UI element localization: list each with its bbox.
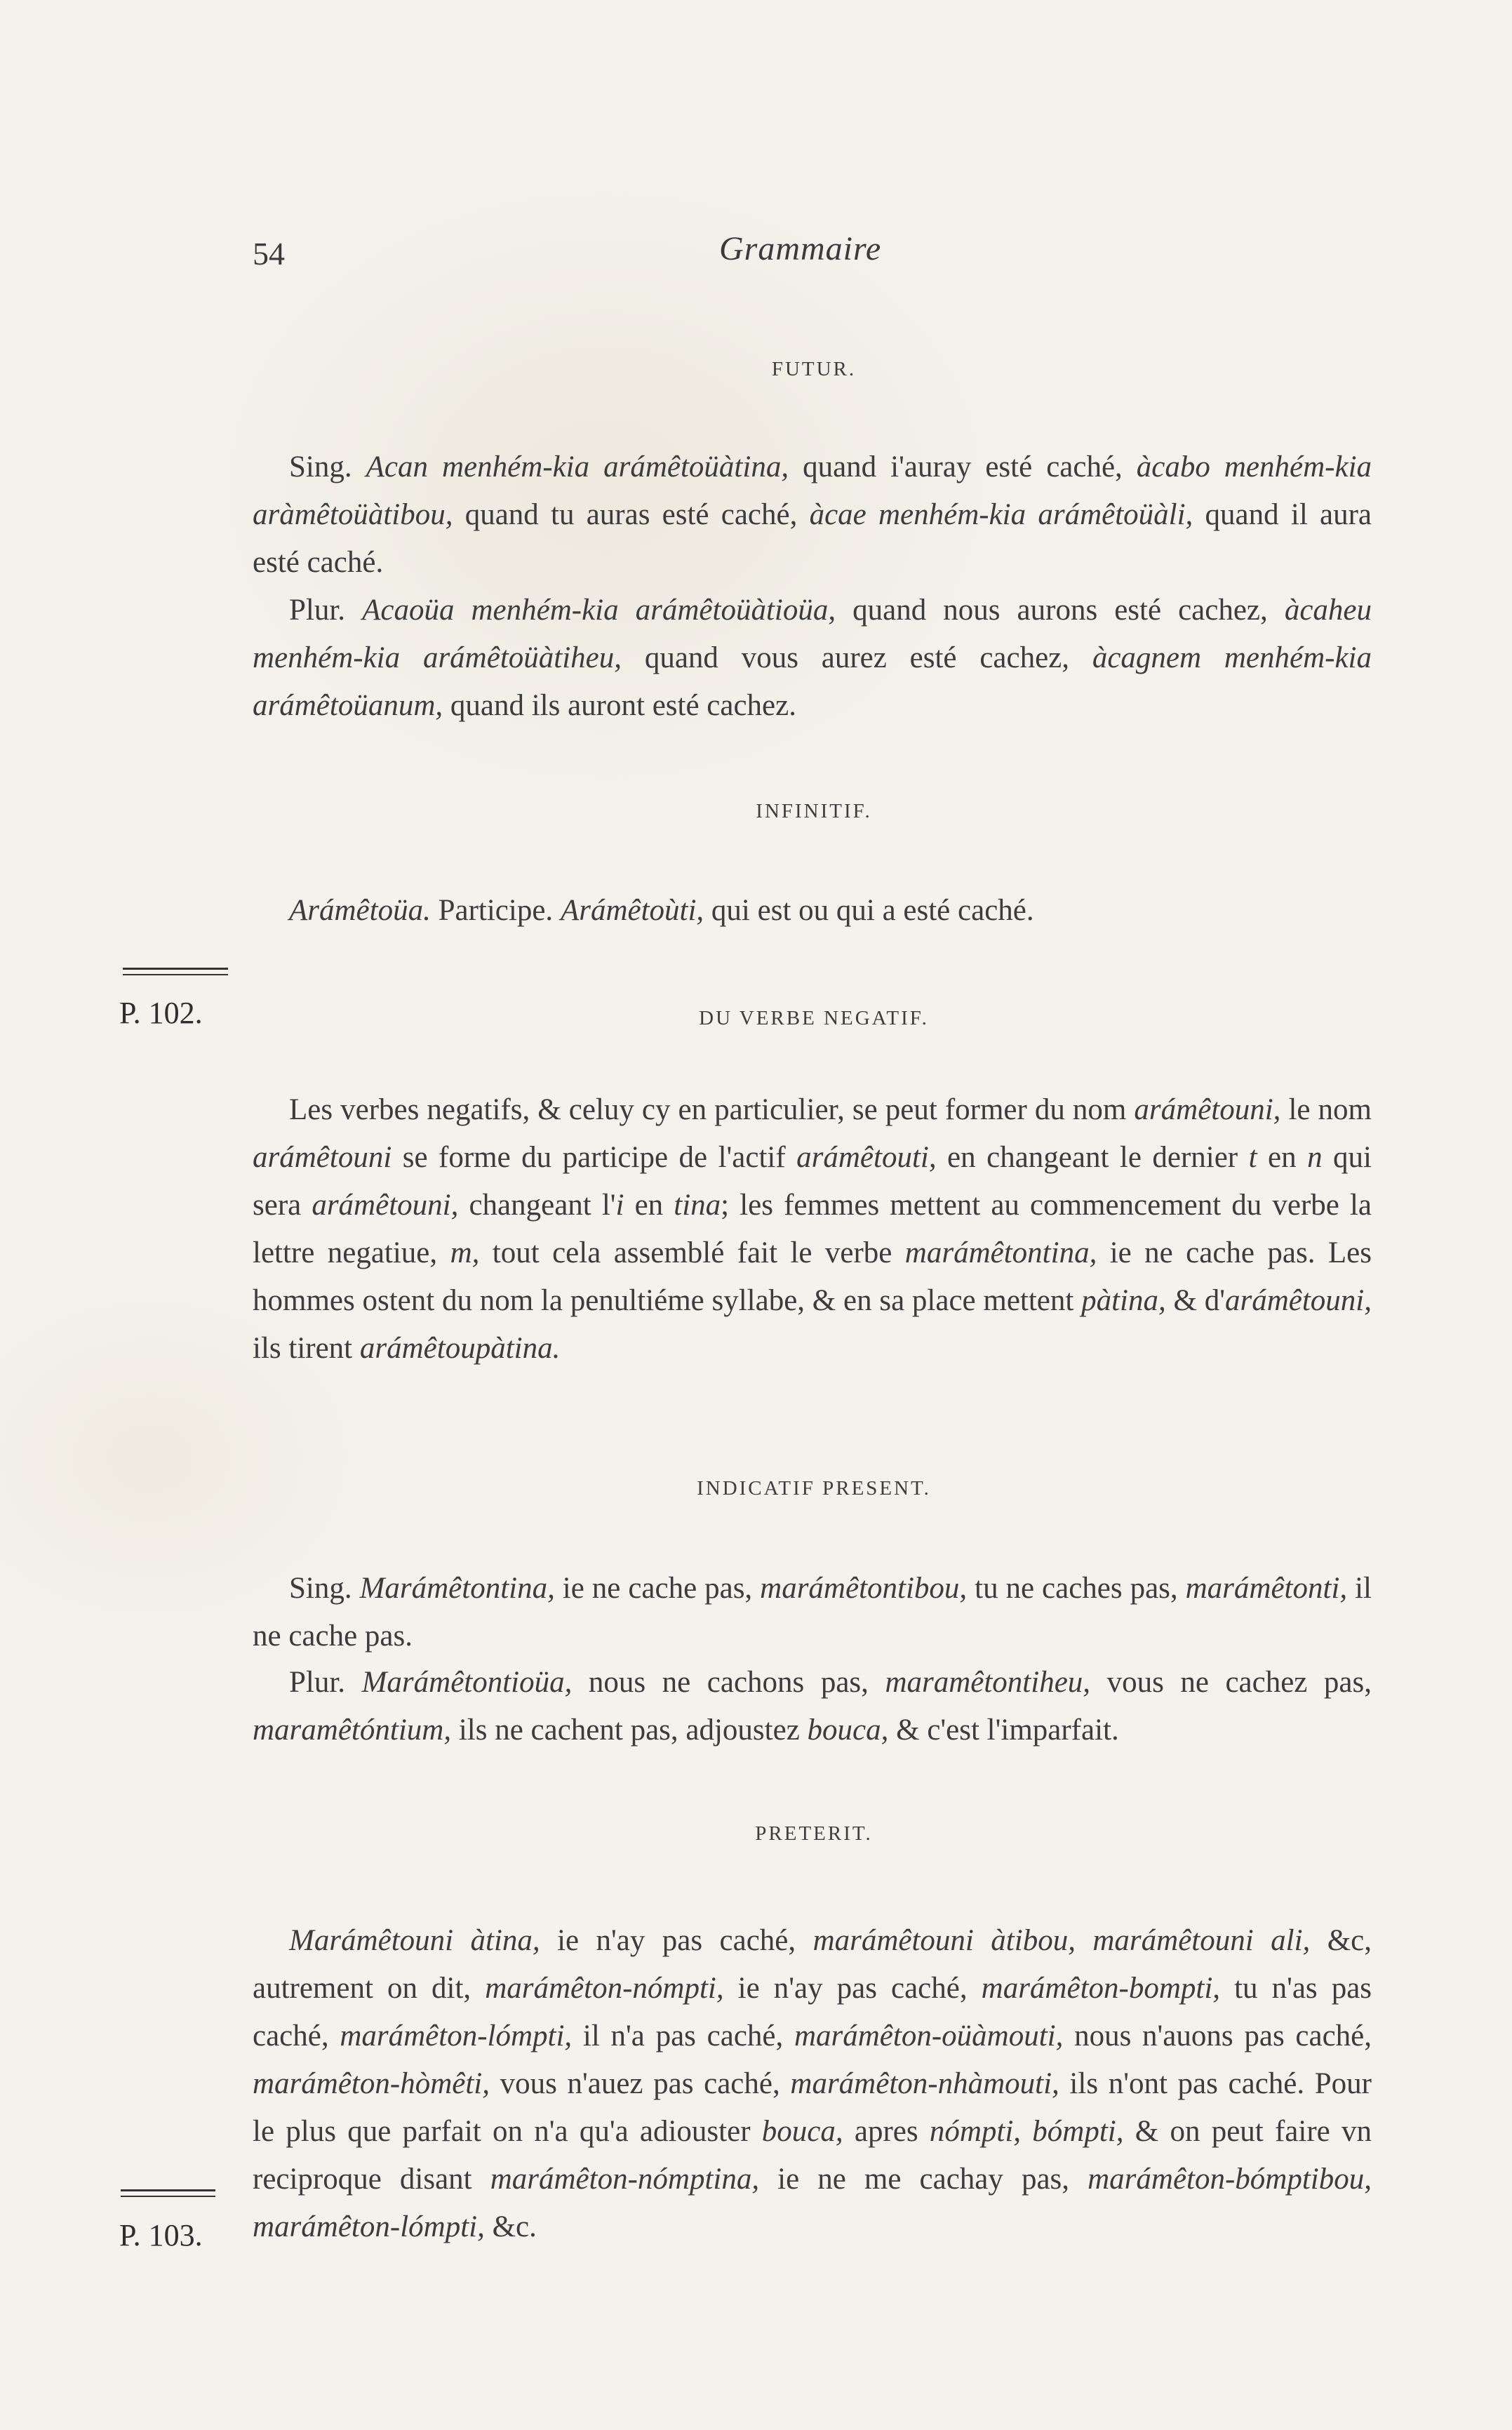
- text-run: nous n'auons pas caché,: [1063, 2020, 1372, 2052]
- italic-term: àcagnem menhém-kia arámêtoüanum,: [253, 641, 1372, 722]
- italic-term: marámêton-oüàmouti,: [794, 2020, 1064, 2052]
- text-run: se forme du participe de l'actif: [392, 1141, 797, 1174]
- italic-term: marámêtontina,: [904, 1236, 1097, 1269]
- text-run: il n'a pas caché,: [572, 2020, 794, 2052]
- italic-term: àcabo menhém-kia aràmêtoüàtibou,: [253, 450, 1372, 531]
- italic-term: Arámêtoüa.: [289, 894, 431, 927]
- italic-term: marámêton-nhàmouti,: [790, 2067, 1059, 2100]
- italic-term: marámêtontibou,: [760, 1572, 968, 1605]
- text-run: ils ne cachent pas, adjoustez: [451, 1714, 808, 1747]
- text-run: Plur.: [289, 594, 363, 627]
- italic-term: marámêton-lómpti,: [340, 2020, 573, 2052]
- text-run: & d': [1165, 1284, 1225, 1317]
- text-run: quand i'auray esté caché,: [789, 450, 1137, 483]
- italic-term: Marámêtontioüa,: [361, 1666, 573, 1699]
- italic-term: Arámêtoùti,: [560, 894, 704, 927]
- section-title-infinitif: INFINITIF.: [756, 800, 872, 822]
- text-run: Plur.: [289, 1666, 362, 1699]
- text-run: en changeant le dernier: [936, 1141, 1249, 1174]
- text-run: vous ne cachez pas,: [1090, 1666, 1372, 1699]
- running-head: Grammaire: [719, 230, 882, 267]
- text-run: en: [1257, 1141, 1308, 1174]
- margin-page-ref: P. 102.: [119, 996, 203, 1030]
- italic-term: marámêton-hòmêti,: [253, 2067, 490, 2100]
- italic-term: m,: [450, 1236, 480, 1269]
- page-header: [253, 230, 1375, 291]
- text-run: ie n'ay pas caché,: [723, 1972, 982, 2005]
- text-run: quand ils auront esté cachez.: [443, 689, 796, 722]
- italic-term: Acaoüa menhém-kia arámêtoüàtioüa,: [362, 594, 836, 627]
- italic-term: arámêtouni,: [1134, 1093, 1281, 1126]
- futur-plural-paragraph: [253, 587, 1372, 730]
- italic-term: arámêtouni,: [312, 1189, 459, 1222]
- text-run: &c, autrement on dit,: [253, 1924, 1372, 2005]
- italic-term: nómpti, bómpti,: [929, 2115, 1124, 2148]
- text-run: &c.: [484, 2210, 537, 2243]
- italic-term: marámêton-bómptibou, marámêton-lómpti,: [253, 2163, 1372, 2243]
- italic-term: Marámêtontina,: [359, 1572, 555, 1605]
- italic-term: tina: [674, 1189, 721, 1222]
- text-run: ; les femmes mettent au commencement du verbe la lettre negatiue,: [253, 1189, 1372, 1269]
- text-run: & on peut faire vn reciproque disant: [253, 2115, 1372, 2196]
- text-run: tout cela assemblé fait le verbe: [479, 1236, 905, 1269]
- preterit-paragraph: [253, 1917, 1372, 2251]
- text-run: en: [624, 1189, 674, 1222]
- text-run: qui est ou qui a esté caché.: [704, 894, 1034, 927]
- italic-term: t: [1248, 1141, 1257, 1174]
- italic-term: n: [1307, 1141, 1323, 1174]
- text-run: ils tirent: [253, 1332, 360, 1365]
- text-run: ie ne me cachay pas,: [759, 2163, 1088, 2196]
- text-run: Sing.: [289, 450, 366, 483]
- italic-term: Marámêtouni àtina,: [289, 1924, 540, 1957]
- italic-term: marámêtonti,: [1185, 1572, 1348, 1605]
- italic-term: arámêtouni: [253, 1141, 392, 1174]
- italic-term: i: [615, 1189, 624, 1222]
- italic-term: marámêton-bompti,: [981, 1972, 1221, 2005]
- section-title-verbe-negatif: DU VERBE NEGATIF.: [699, 1007, 929, 1029]
- text-run: ie n'ay pas caché,: [540, 1924, 813, 1957]
- text-run: quand il aura esté caché.: [253, 498, 1372, 579]
- margin-rule: [123, 968, 228, 975]
- text-run: changeant l': [458, 1189, 616, 1222]
- infinitif-paragraph: [253, 887, 1372, 935]
- section-title-indicatif: INDICATIF PRESENT.: [697, 1477, 931, 1500]
- indicatif-singular-paragraph: [253, 1565, 1372, 1660]
- section-title-preterit: PRETERIT.: [755, 1822, 873, 1845]
- indicatif-plural-paragraph: [253, 1659, 1372, 1754]
- margin-rule: [121, 2189, 215, 2197]
- text-run: Sing.: [289, 1572, 360, 1605]
- text-run: quand vous aurez esté cachez,: [622, 641, 1092, 674]
- italic-term: marámêton-nómptina,: [490, 2163, 760, 2196]
- italic-term: bouca,: [807, 1714, 889, 1747]
- italic-term: Acan menhém-kia arámêtoüàtina,: [366, 450, 789, 483]
- italic-term: marámêtouni àtibou, marámêtouni ali,: [812, 1924, 1311, 1957]
- text-run: tu ne caches pas,: [967, 1572, 1186, 1605]
- text-run: tu n'as pas caché,: [253, 1972, 1372, 2052]
- text-run: apres: [843, 2115, 930, 2148]
- verbe-negatif-paragraph: [253, 1086, 1372, 1373]
- text-run: ie ne cache pas,: [554, 1572, 761, 1605]
- italic-term: maramêtontiheu,: [885, 1666, 1091, 1699]
- text-run: qui sera: [253, 1141, 1372, 1222]
- text-run: Les verbes negatifs, & celuy cy en particulier, se peut former du nom: [289, 1093, 1135, 1126]
- futur-singular-paragraph: [253, 443, 1372, 587]
- italic-term: arámêtouti,: [796, 1141, 937, 1174]
- text-run: nous ne cachons pas,: [572, 1666, 885, 1699]
- text-run: il ne cache pas.: [253, 1572, 1372, 1653]
- italic-term: àcaheu menhém-kia arámêtoüàtiheu,: [253, 594, 1372, 674]
- text-run: vous n'auez pas caché,: [489, 2067, 791, 2100]
- text-run: Participe.: [430, 894, 561, 927]
- text-run: & c'est l'imparfait.: [888, 1714, 1119, 1747]
- italic-term: maramêtóntium,: [253, 1714, 452, 1747]
- italic-term: arámêtoupàtina.: [359, 1332, 561, 1365]
- italic-term: marámêton-nómpti,: [485, 1972, 724, 2005]
- italic-term: àcae menhém-kia arámêtoüàli,: [809, 498, 1193, 531]
- page-number: 54: [253, 236, 285, 272]
- section-title-futur: FUTUR.: [771, 358, 857, 380]
- text-run: quand nous aurons esté cachez,: [836, 594, 1285, 627]
- text-run: le nom: [1280, 1093, 1372, 1126]
- text-run: quand tu auras esté caché,: [453, 498, 810, 531]
- text-run: ie ne cache pas. Les hommes ostent du nom la penultiéme syllabe, & en sa place mettent: [253, 1236, 1372, 1317]
- italic-term: bouca,: [761, 2115, 843, 2148]
- italic-term: arámêtouni,: [1224, 1284, 1372, 1317]
- italic-term: pàtina,: [1081, 1284, 1166, 1317]
- margin-page-ref: P. 103.: [119, 2218, 203, 2252]
- text-run: ils n'ont pas caché. Pour le plus que parfait on n'a qu'a adiouster: [253, 2067, 1372, 2148]
